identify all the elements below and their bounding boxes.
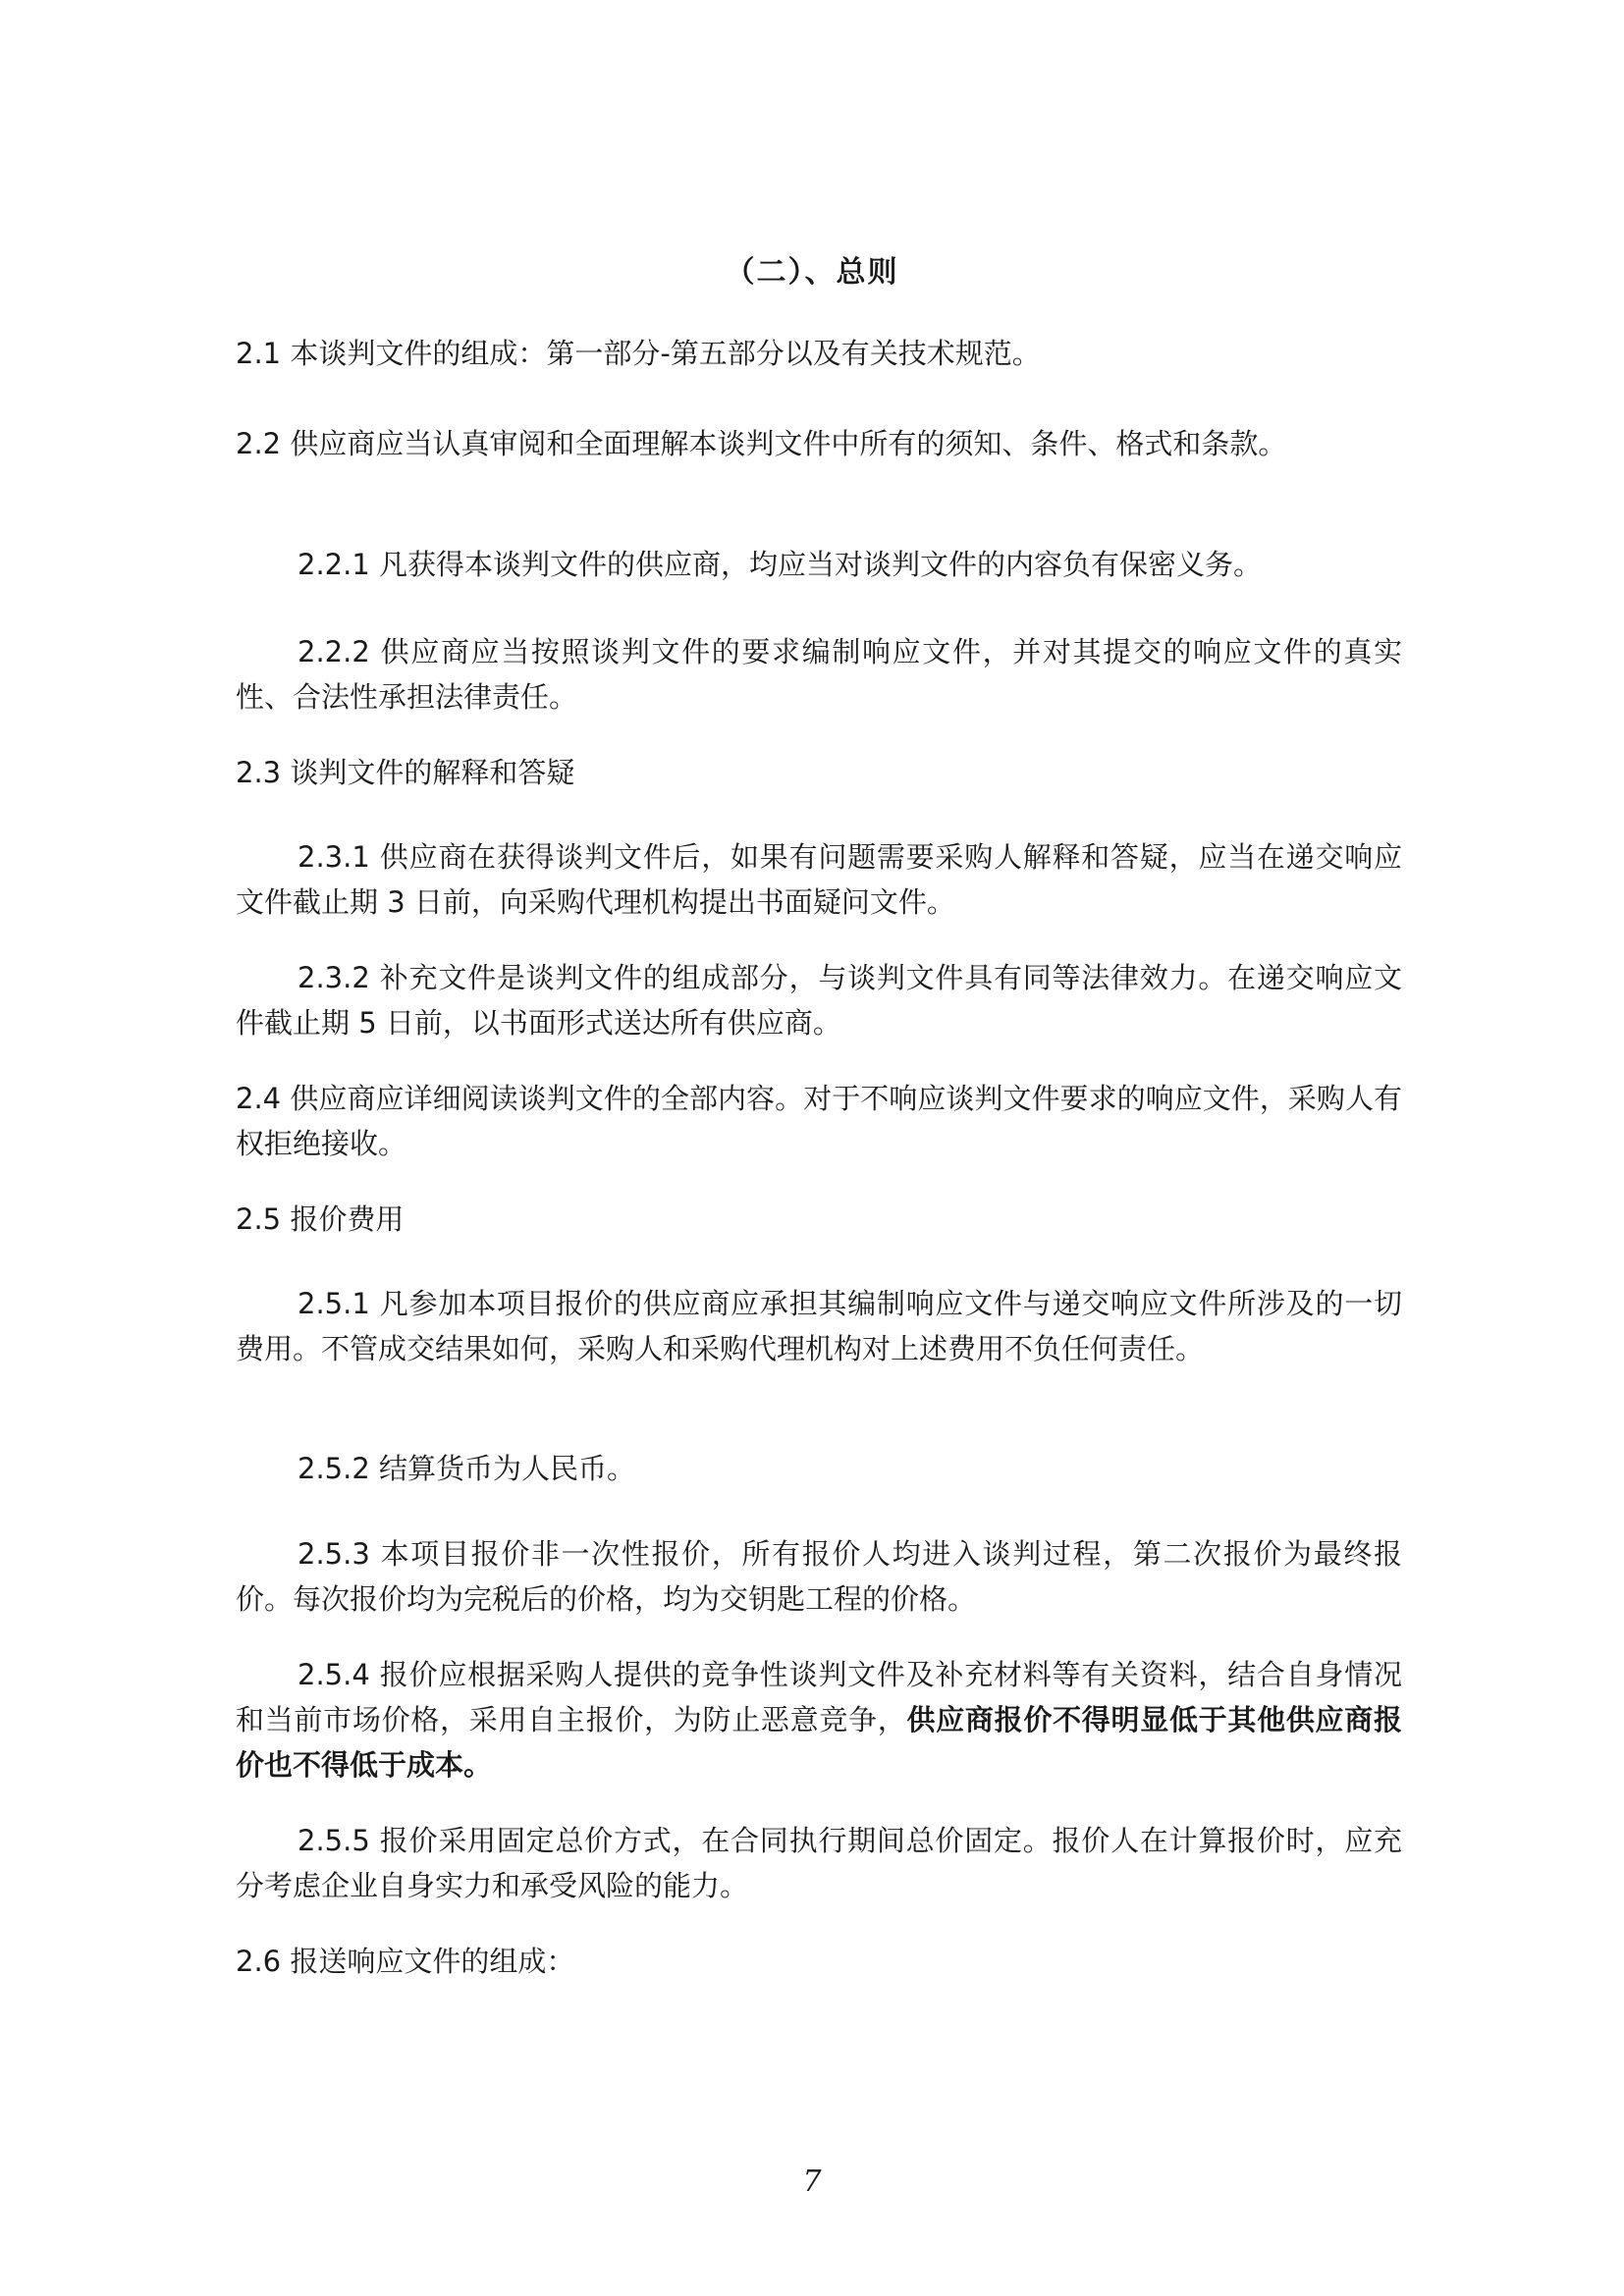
page-number: 7 [802,2164,822,2199]
paragraph-2-1: 2.1 本谈判文件的组成：第一部分-第五部分以及有关技术规范。 [236,337,1041,370]
paragraph-2-3-2: 2.3.2 补充文件是谈判文件的组成部分，与谈判文件具有同等法律效力。在递交响应文件截止期 5 日前，以书面形式送达所有供应商。 [236,961,1402,1040]
paragraph-2-2: 2.2 供应商应当认真审阅和全面理解本谈判文件中所有的须知、条件、格式和条款。 [236,427,1287,460]
paragraph-2-6: 2.6 报送响应文件的组成： [236,1945,575,1978]
section-title: （二）、总则 [725,255,899,290]
paragraph-2-3: 2.3 谈判文件的解释和答疑 [236,756,575,789]
paragraph-2-5-4-text: 2.5.4 报价应根据采购人提供的竞争性谈判文件及补充材料等有关资料，结合自身情况和当前市场价格，采用自主报价，为防止恶意竞争， [236,1658,1402,1736]
paragraph-2-5-3: 2.5.3 本项目报价非一次性报价，所有报价人均进入谈判过程，第二次报价为最终报价。每次报价均为完税后的价格，均为交钥匙工程的价格。 [236,1537,1402,1616]
paragraph-2-5: 2.5 报价费用 [236,1202,405,1236]
paragraph-2-2-2: 2.2.2 供应商应当按照谈判文件的要求编制响应文件，并对其提交的响应文件的真实性、合法性承担法律责任。 [236,635,1402,714]
paragraph-2-5-2: 2.5.2 结算货币为人民币。 [298,1452,636,1485]
paragraph-2-5-5: 2.5.5 报价采用固定总价方式，在合同执行期间总价固定。报价人在计算报价时，应充分考虑企业自身实力和承受风险的能力。 [236,1824,1402,1902]
paragraph-2-5-1: 2.5.1 凡参加本项目报价的供应商应承担其编制响应文件与递交响应文件所涉及的一切费用。不管成交结果如何，采购人和采购代理机构对上述费用不负任何责任。 [236,1287,1402,1365]
paragraph-2-5-4-emphasis: 供应商报价不得明显低于其他供应商报价也不得低于成本。 [236,1703,1402,1782]
paragraph-2-5-4 [236,1652,1402,1788]
paragraph-2-2-1: 2.2.1 凡获得本谈判文件的供应商，均应当对谈判文件的内容负有保密义务。 [298,548,1263,581]
paragraph-2-3-1: 2.3.1 供应商在获得谈判文件后，如果有问题需要采购人解释和答疑，应当在递交响应文件截止期 3 日前，向采购代理机构提出书面疑问文件。 [236,840,1402,919]
paragraph-2-4: 2.4 供应商应详细阅读谈判文件的全部内容。对于不响应谈判文件要求的响应文件，采购人有权拒绝接收。 [236,1082,1402,1160]
